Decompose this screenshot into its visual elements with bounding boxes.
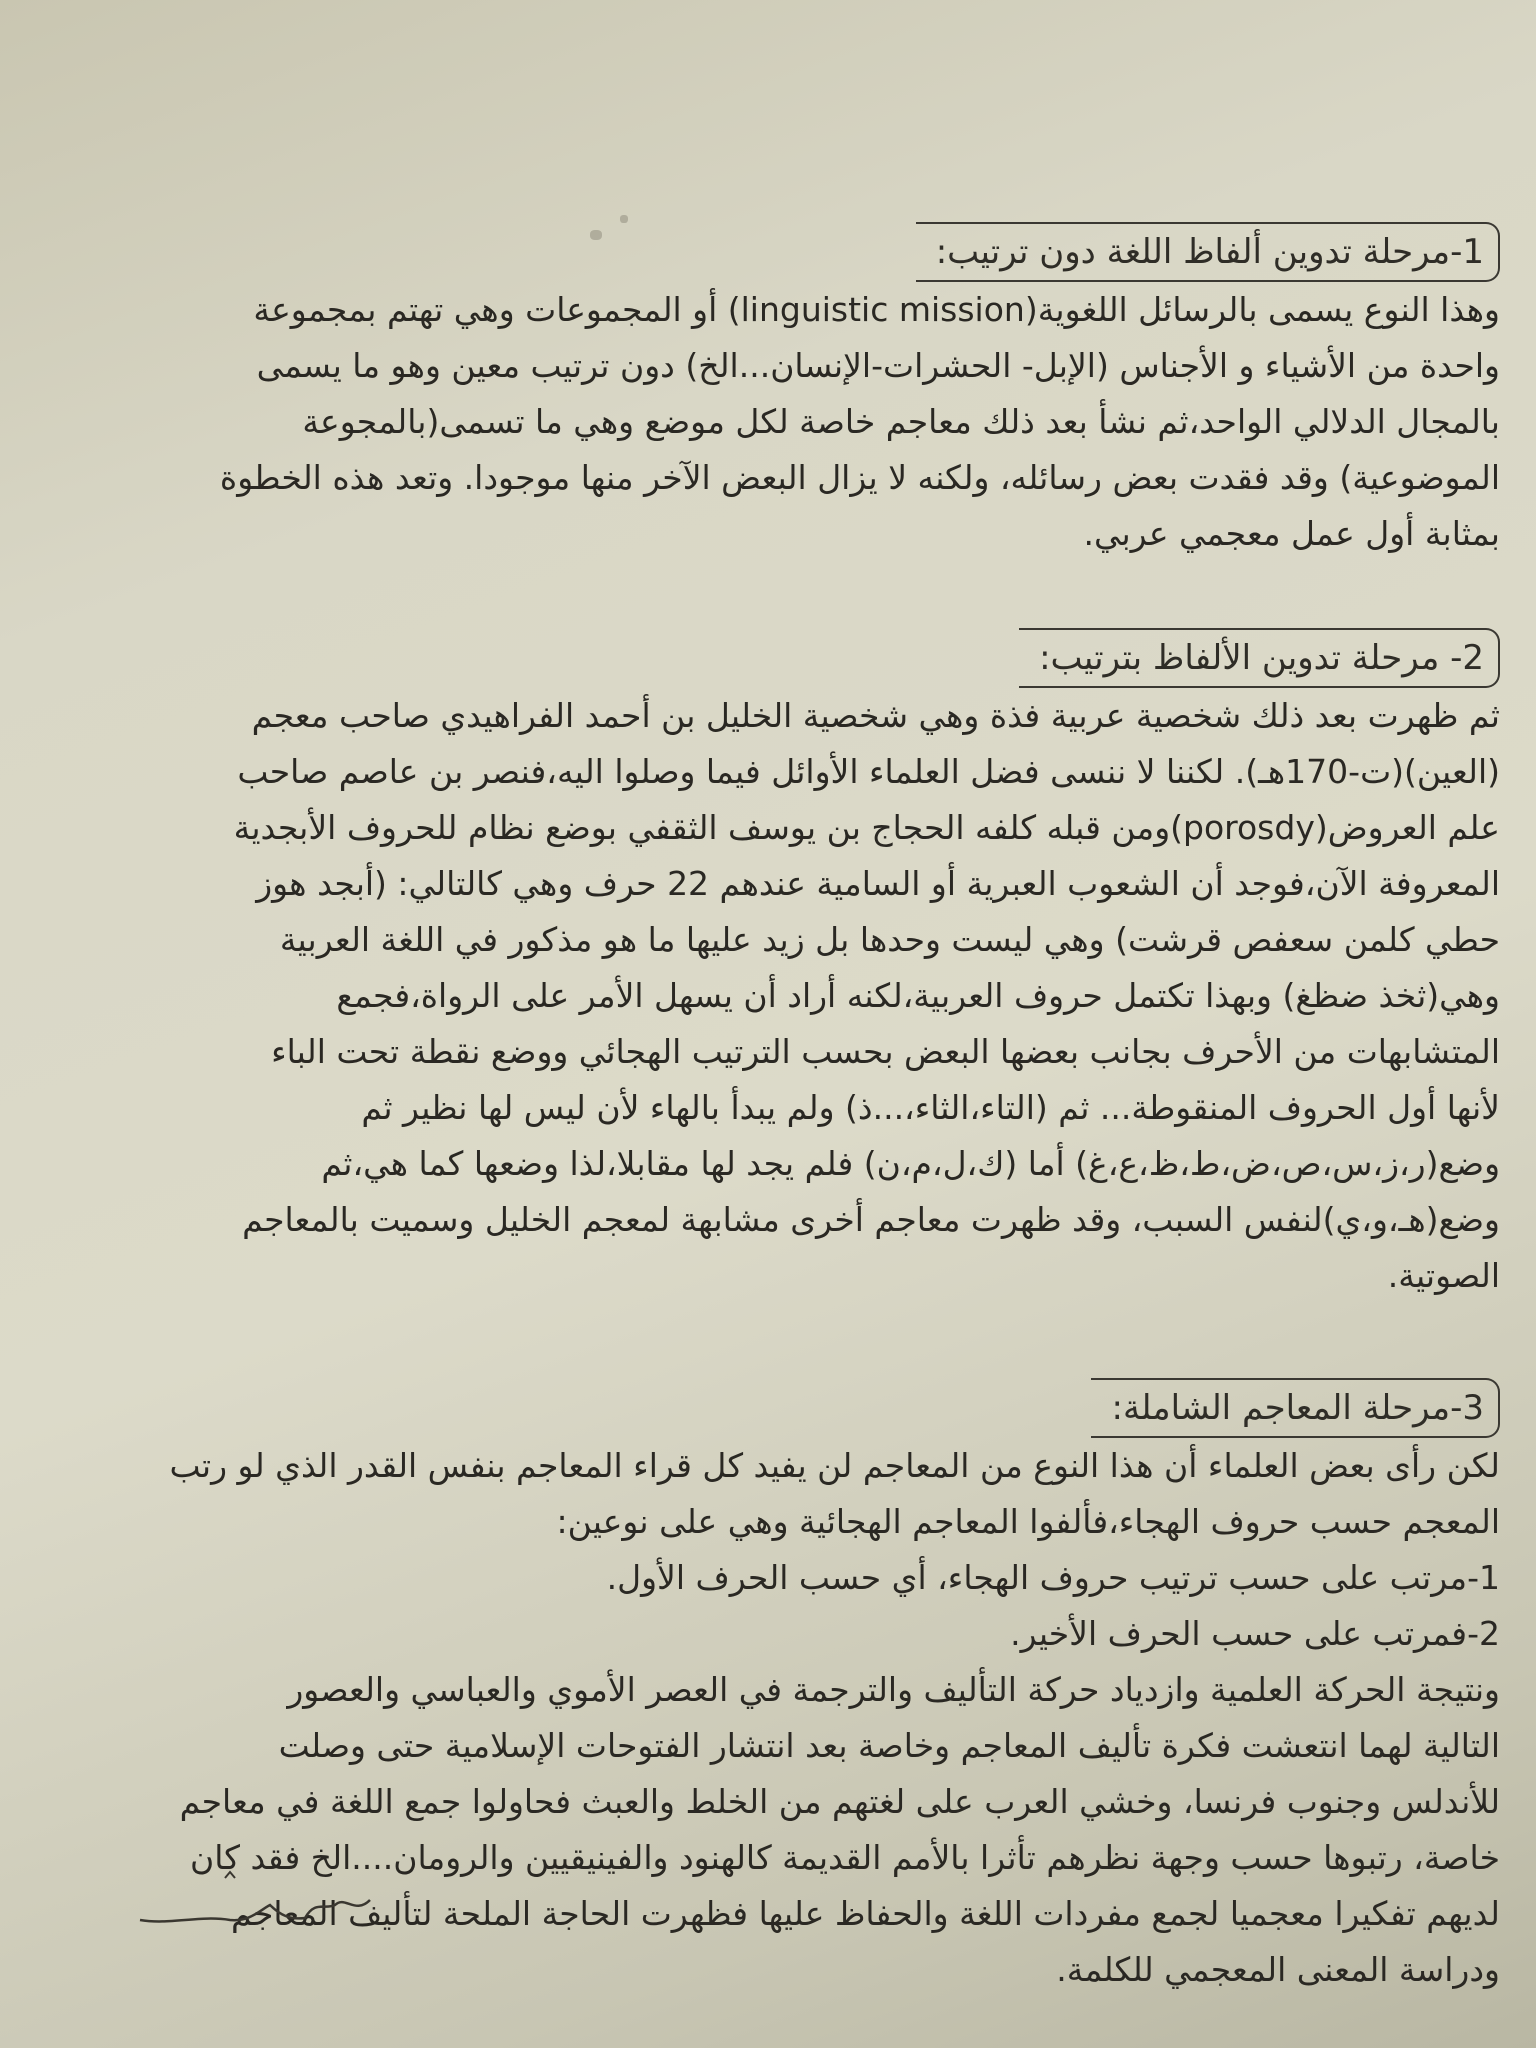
text-line: حطي كلمن سعفص قرشت) وهي ليست وحدها بل زيد عليها ما هو مذكور في اللغة العربية xyxy=(279,920,1500,959)
section-title: 1-مرحلة تدوين ألفاظ اللغة دون ترتيب: xyxy=(916,222,1500,282)
text-line: علم العروض(porosdy)ومن قبله كلفه الحجاج بن يوسف الثقفي بوضع نظام للحروف الأبجدية xyxy=(233,808,1500,847)
section-1 xyxy=(40,210,1500,562)
text-line: وضع(هـ،و،ي)لنفس السبب، وقد ظهرت معاجم أخرى مشابهة لمعجم الخليل وسميت بالمعاجم xyxy=(242,1200,1500,1239)
text-line: المعروفة الآن،فوجد أن الشعوب العبرية أو السامية عندهم 22 حرف وهي كالتالي: (أبجد هوز xyxy=(256,864,1500,903)
text-line: لكن رأى بعض العلماء أن هذا النوع من المعاجم لن يفيد كل قراء المعاجم بنفس القدر الذي لو رتب xyxy=(169,1446,1500,1485)
text-line: المعجم حسب حروف الهجاء،فألفوا المعاجم الهجائية وهي على نوعين: xyxy=(556,1502,1500,1541)
text-line: وهي(ثخذ ضظغ) وبهذا تكتمل حروف العربية،لكنه أراد أن يسهل الأمر على الرواة،فجمع xyxy=(336,976,1500,1015)
text-line: وهذا النوع يسمى بالرسائل اللغوية(linguistic mission) أو المجموعات وهي تهتم بمجموعة xyxy=(253,290,1500,329)
text-line: لديهم تفكيرا معجميا لجمع مفردات اللغة والحفاظ عليها فظهرت الحاجة الملحة لتأليف المعاجم xyxy=(231,1894,1500,1933)
text-line: وضع(ر،ز،س،ص،ض،ط،ظ،ع،غ) أما (ك،ل،م،ن) فلم يجد لها مقابلا،لذا وضعها كما هي،ثم xyxy=(321,1144,1500,1183)
text-line: الصوتية. xyxy=(1387,1256,1500,1295)
text-line: لأنها أول الحروف المنقوطة... ثم (التاء،الثاء،...ذ) ولم يبدأ بالهاء لأن ليس لها نظير ثم xyxy=(361,1088,1500,1127)
document-page xyxy=(40,210,1500,1990)
text-line: بالمجال الدلالي الواحد،ثم نشأ بعد ذلك معاجم خاصة لكل موضع وهي ما تسمى(بالمجوعة xyxy=(302,402,1500,441)
text-line: واحدة من الأشياء و الأجناس (الإبل- الحشرات-الإنسان...الخ) دون ترتيب معين وهو ما يسمى xyxy=(256,346,1500,385)
signature xyxy=(130,1870,390,1940)
text-line: (العين)(ت-170هـ). لكننا لا ننسى فضل العلماء الأوائل فيما وصلوا اليه،فنصر بن عاصم صاحب xyxy=(237,752,1500,791)
text-line: ودراسة المعنى المعجمي للكلمة. xyxy=(1056,1950,1500,1989)
paper-mark xyxy=(590,230,602,240)
text-line: المتشابهات من الأحرف بجانب بعضها البعض بحسب الترتيب الهجائي ووضع نقطة تحت الباء xyxy=(271,1032,1500,1071)
text-line: ونتيجة الحركة العلمية وازدياد حركة التأليف والترجمة في العصر الأموي والعباسي والعصور xyxy=(287,1670,1500,1709)
paper-mark xyxy=(620,215,628,223)
list-item: 1-مرتب على حسب ترتيب حروف الهجاء، أي حسب الحرف الأول. xyxy=(606,1558,1500,1597)
section-2 xyxy=(40,616,1500,1304)
text-line: التالية لهما انتعشت فكرة تأليف المعاجم وخاصة بعد انتشار الفتوحات الإسلامية حتى وصلت xyxy=(278,1726,1500,1765)
text-line: بمثابة أول عمل معجمي عربي. xyxy=(1083,514,1500,553)
text-line: ثم ظهرت بعد ذلك شخصية عربية فذة وهي شخصية الخليل بن أحمد الفراهيدي صاحب معجم xyxy=(251,696,1500,735)
section-body xyxy=(40,282,1500,562)
section-title: 2- مرحلة تدوين الألفاظ بترتيب: xyxy=(1019,628,1500,688)
text-line: خاصة، رتبوها حسب وجهة نظرهم تأثرا بالأمم القديمة كالهنود والفينيقيين والرومان....الخ فقد كان xyxy=(189,1838,1500,1877)
list-item: 2-فمرتب على حسب الحرف الأخير. xyxy=(1010,1614,1500,1653)
section-title: 3-مرحلة المعاجم الشاملة: xyxy=(1091,1378,1500,1438)
section-body xyxy=(40,688,1500,1304)
text-line: للأندلس وجنوب فرنسا، وخشي العرب على لغتهم من الخلط والعبث فحاولوا جمع اللغة في معاجم xyxy=(179,1782,1500,1821)
text-line: الموضوعية) وقد فقدت بعض رسائله، ولكنه لا يزال البعض الآخر منها موجودا. وتعد هذه الخطوة xyxy=(219,458,1500,497)
